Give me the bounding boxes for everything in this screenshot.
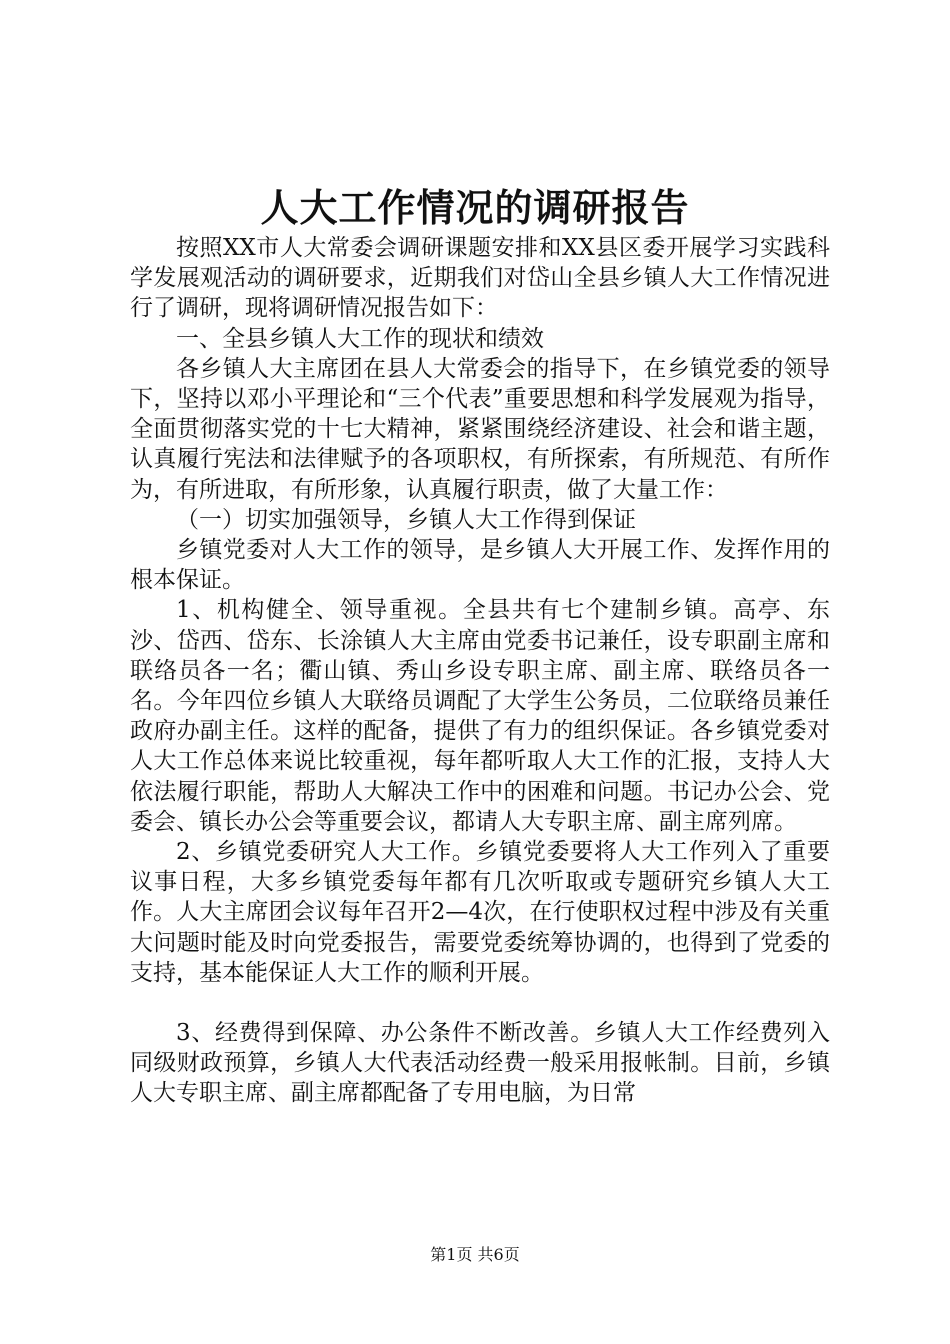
- body-paragraph: 3、经费得到保障、办公条件不断改善。乡镇人大工作经费列入同级财政预算，乡镇人大代表活动经费一般采用报帐制。目前，乡镇人大专职主席、副主席都配备了专用电脑，为日常: [130, 1020, 830, 1107]
- intro-paragraph: 按照XX市人大常委会调研课题安排和XX县区委开展学习实践科学发展观活动的调研要求，近期我们对岱山全县乡镇人大工作情况进行了调研，现将调研情况报告如下：: [130, 235, 830, 322]
- document-title: 人大工作情况的调研报告: [260, 185, 690, 230]
- body-paragraph: 1、机构健全、领导重视。全县共有七个建制乡镇。高亭、东沙、岱西、岱东、长涂镇人大主席由党委书记兼任，设专职副主席和联络员各一名；衢山镇、秀山乡设专职主席、副主席、联络员各一名。今年四位乡镇人大联络员调配了大学生公务员，二位联络员兼任政府办副主任。这样的配备，提供了有力的组织保证。各乡镇党委对人大工作总体来说比较重视，每年都听取人大工作的汇报，支持人大依法履行职能，帮助人大解决工作中的困难和问题。书记办公会、党委会、镇长办公会等重要会议，都请人大专职主席、副主席列席。: [130, 597, 830, 835]
- body-paragraph: 乡镇党委对人大工作的领导，是乡镇人大开展工作、发挥作用的根本保证。: [130, 537, 830, 594]
- body-paragraph: 2、乡镇党委研究人大工作。乡镇党委要将人大工作列入了重要议事日程，大多乡镇党委每年都有几次听取或专题研究乡镇人大工作。人大主席团会议每年召开2—4次，在行使职权过程中涉及有关重大问题时能及时向党委报告，需要党委统筹协调的，也得到了党委的支持，基本能保证人大工作的顺利开展。: [130, 839, 830, 986]
- subsection-heading: （一）切实加强领导，乡镇人大工作得到保证: [176, 506, 636, 533]
- section-heading: 一、全县乡镇人大工作的现状和绩效: [176, 325, 544, 352]
- document-body: [130, 233, 830, 1109]
- body-paragraph: 各乡镇人大主席团在县人大常委会的指导下，在乡镇党委的领导下，坚持以邓小平理论和“三个代表”重要思想和科学发展观为指导，全面贯彻落实党的十七大精神，紧紧围绕经济建设、社会和谐主题，认真履行宪法和法律赋予的各项职权，有所探索，有所规范、有所作为，有所进取，有所形象，认真履行职责，做了大量工作：: [130, 355, 830, 503]
- page-number: 第1页 共6页: [430, 1245, 520, 1264]
